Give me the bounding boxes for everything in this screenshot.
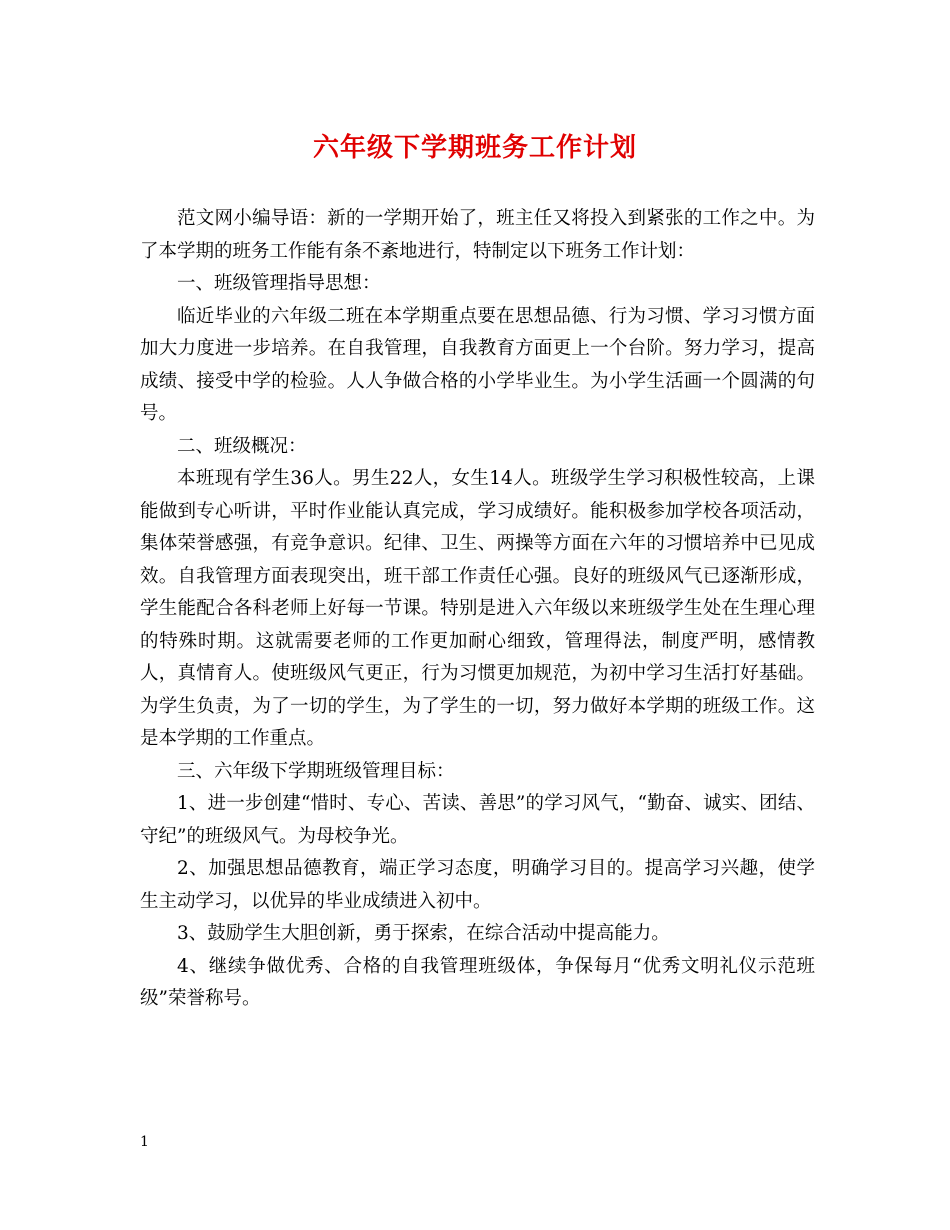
section-heading-3: 三、六年级下学期班级管理目标： [177, 760, 455, 782]
list-item-goal-1: 1、进一步创建“惜时、专心、苦读、善思”的学习风气，“勤奋、诚实、团结、守纪”的班级风气。为母校争光。 [140, 793, 815, 847]
list-item-goal-2: 2、加强思想品德教育，端正学习态度，明确学习目的。提高学习兴趣，使学生主动学习，以优异的毕业成绩进入初中。 [140, 858, 815, 912]
page-number: 1 [140, 1134, 149, 1150]
paragraph-class-overview: 本班现有学生36人。男生22人，女生14人。班级学生学习积极性较高，上课能做到专心听讲，平时作业能认真完成，学习成绩好。能积极参加学校各项活动，集体荣誉感强，有竞争意识。纪律、卫生、两操等方面在六年的习惯培养中已见成效。自我管理方面表现突出，班干部工作责任心强。良好的班级风气已逐渐形成，学生能配合各科老师上好每一节课。特别是进入六年级以来班级学生处在生理心理的特殊时期。这就需要老师的工作更加耐心细致，管理得法，制度严明，感情教人，真情育人。使班级风气更正，行为习惯更加规范，为初中学习生活打好基础。为学生负责，为了一切的学生，为了学生的一切，努力做好本学期的班级工作。这是本学期的工作重点。 [140, 468, 815, 749]
document-title: 六年级下学期班务工作计划 [312, 133, 637, 163]
document-body [140, 203, 815, 1016]
paragraph-intro: 范文网小编导语：新的一学期开始了，班主任又将投入到紧张的工作之中。为了本学期的班务工作能有条不紊地进行，特制定以下班务工作计划： [140, 208, 815, 262]
section-heading-1: 一、班级管理指导思想： [177, 273, 381, 294]
paragraph-guiding-thought: 临近毕业的六年级二班在本学期重点要在思想品德、行为习惯、学习习惯方面加大力度进一步培养。在自我管理，自我教育方面更上一个台阶。努力学习，提高成绩、接受中学的检验。人人争做合格的小学毕业生。为小学生活画一个圆满的句号。 [140, 305, 815, 424]
list-item-goal-3: 3、鼓励学生大胆创新，勇于探索，在综合活动中提高能力。 [177, 923, 670, 944]
list-item-goal-4: 4、继续争做优秀、合格的自我管理班级体，争保每月“优秀文明礼仪示范班级”荣誉称号。 [140, 955, 815, 1009]
section-heading-2: 二、班级概况： [177, 435, 307, 457]
